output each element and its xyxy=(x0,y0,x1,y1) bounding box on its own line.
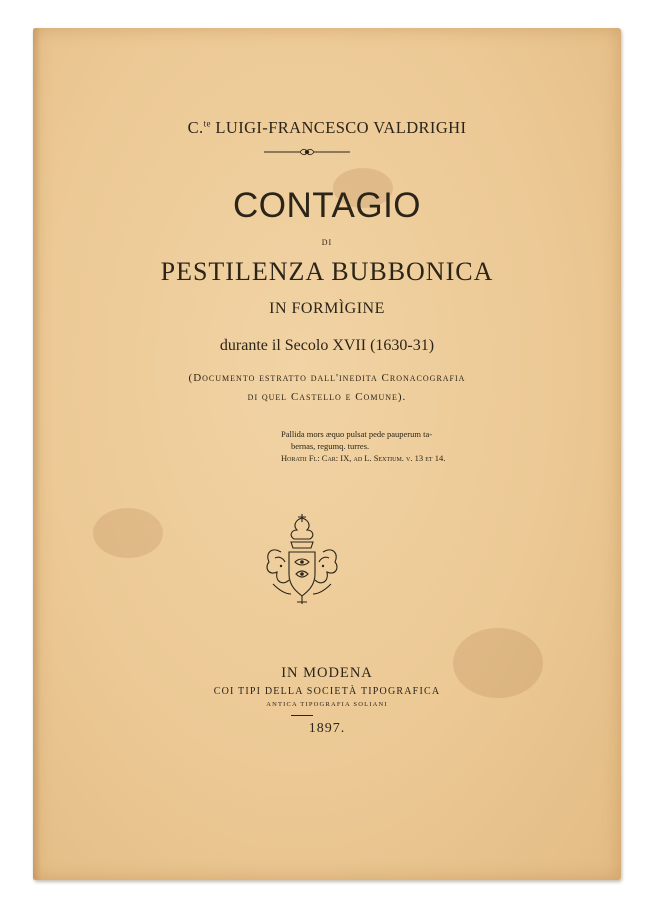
document-note-line1: (Documento estratto dall'inedita Cronacografia xyxy=(188,372,466,384)
imprint-rule xyxy=(291,715,313,716)
author-sup: te xyxy=(203,118,211,129)
title-subject: PESTILENZA BUBBONICA xyxy=(160,257,494,286)
book-cover xyxy=(33,28,621,880)
imprint-year: 1897. xyxy=(308,721,346,736)
author-prefix: C. xyxy=(187,118,204,137)
imprint-place: IN MODENA xyxy=(281,665,373,681)
epigraph-line1: Pallida mors æquo pulsat pede pauperum ta- xyxy=(281,429,433,439)
imprint-printer: COI TIPI DELLA SOCIETÀ TIPOGRAFICA xyxy=(213,686,441,697)
heraldic-crest-icon xyxy=(261,512,343,608)
document-note-line2: di quel Castello e Comune). xyxy=(247,391,407,403)
epigraph-citation: Horatii Fl: Car: IX, ad L. Sextium. v. 13 et 14. xyxy=(281,453,446,463)
title-main: CONTAGIO xyxy=(232,186,422,225)
epigraph-line2: bernas, regumq. turres. xyxy=(291,441,370,451)
paper-stain xyxy=(93,508,163,558)
epigraph xyxy=(281,428,445,464)
title-di: DI xyxy=(321,238,333,247)
title-place: IN FORMÌGINE xyxy=(269,300,385,317)
subtitle: durante il Secolo XVII (1630-31) xyxy=(219,337,435,354)
author-name: LUIGI-FRANCESCO VALDRIGHI xyxy=(210,118,467,137)
author-line xyxy=(33,118,621,138)
ornamental-rule-icon xyxy=(262,146,352,158)
imprint-printer-sub: ANTICA TIPOGRAFIA SOLIANI xyxy=(266,701,388,708)
